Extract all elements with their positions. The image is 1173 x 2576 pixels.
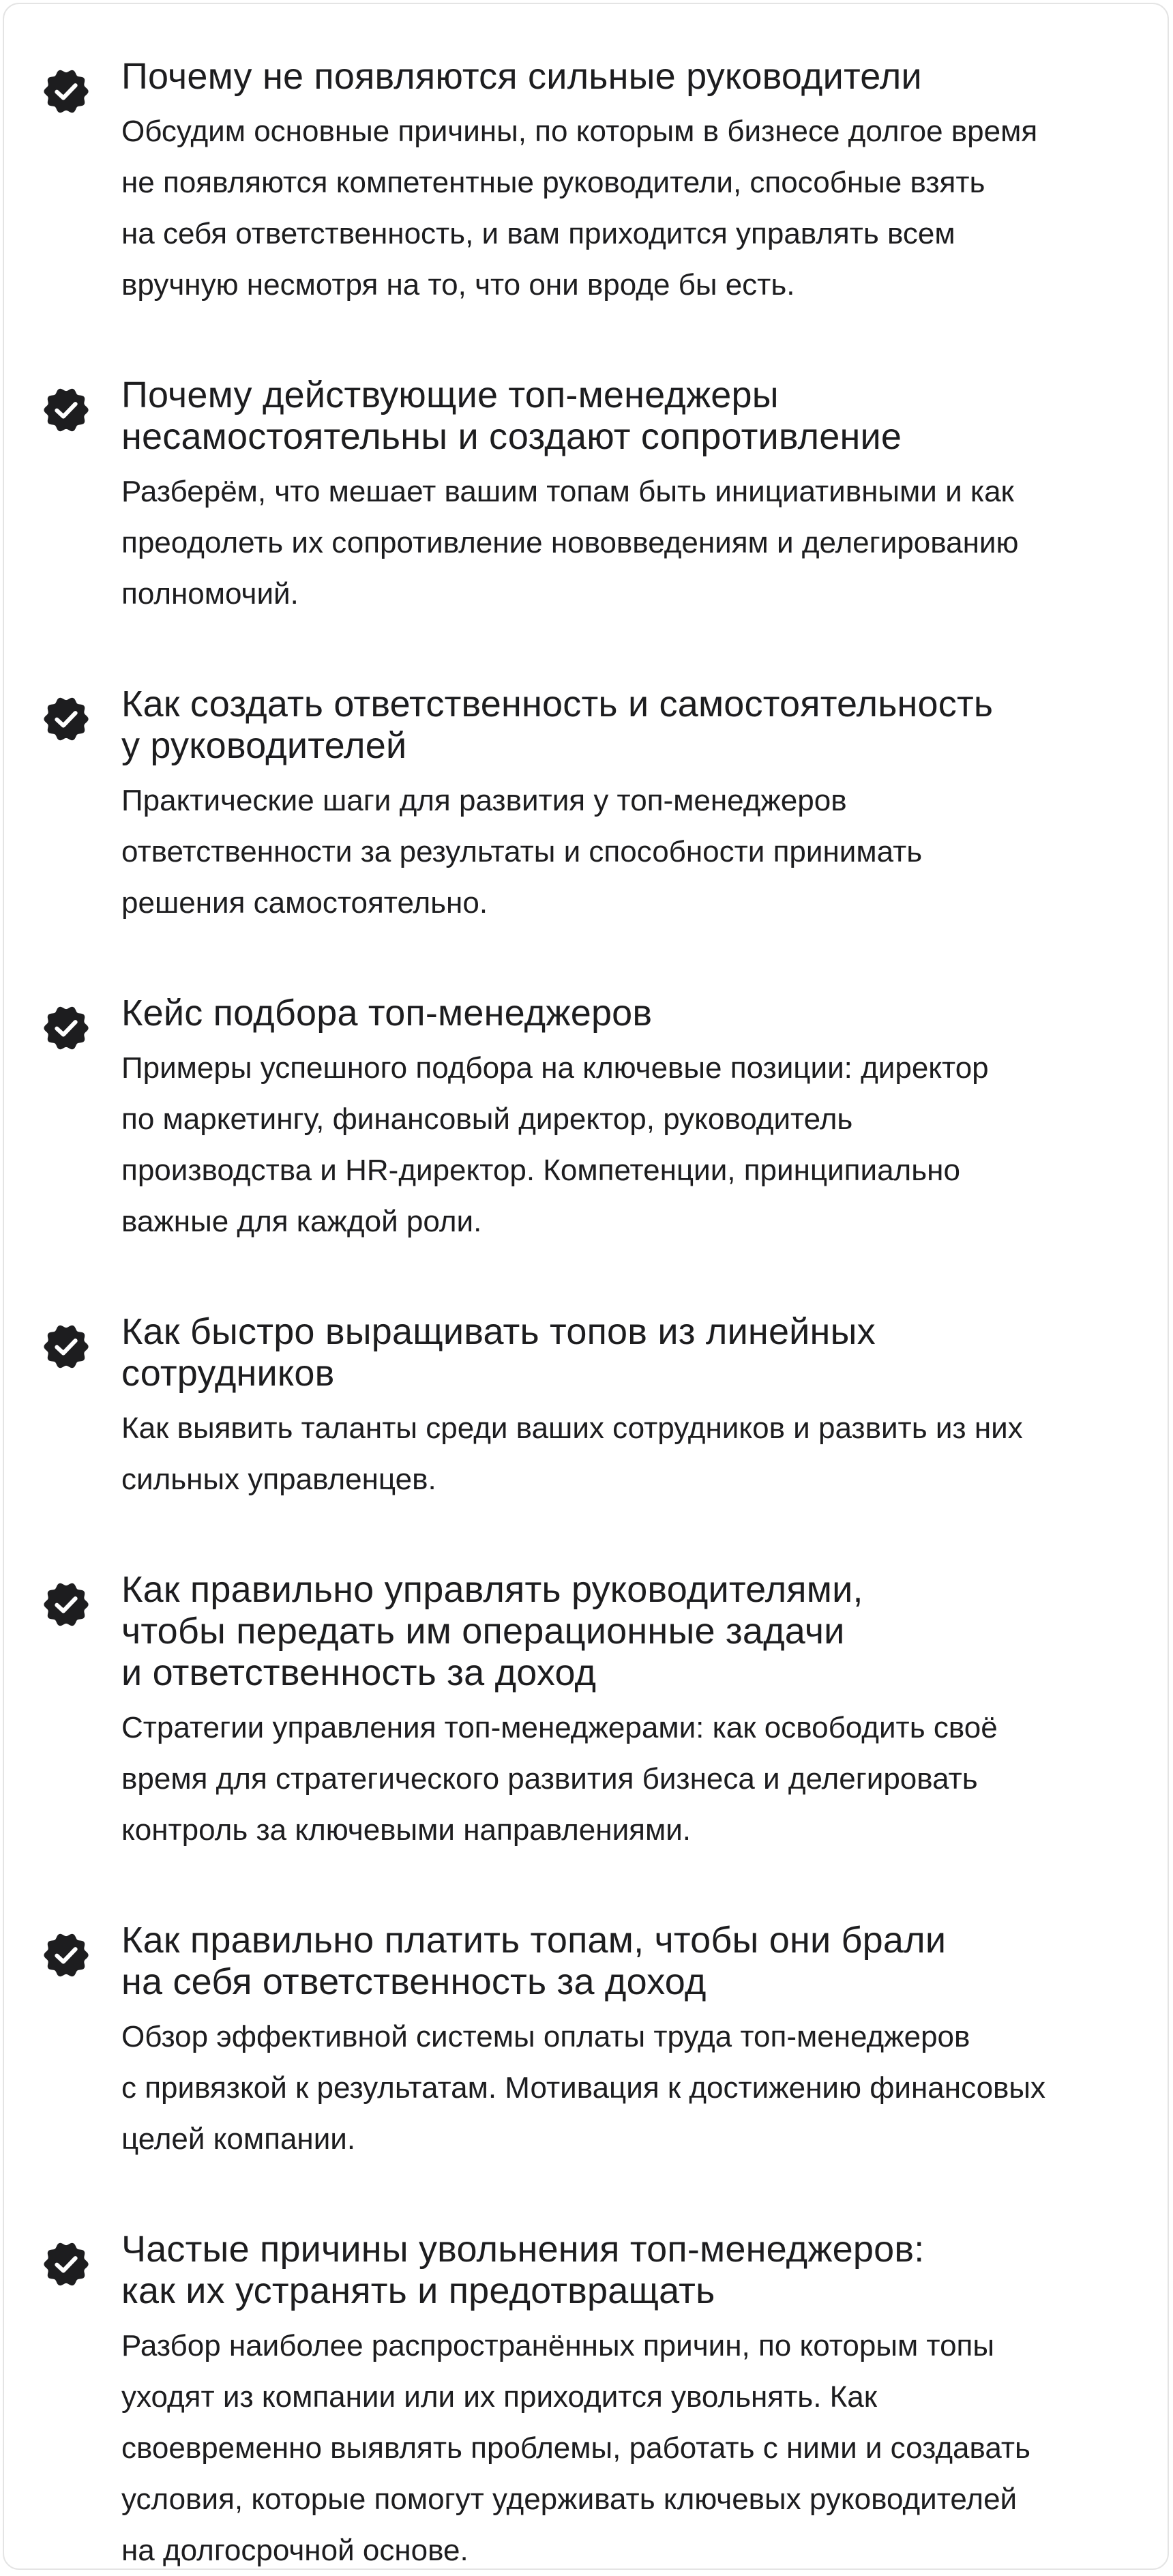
list-item <box>4 56 1168 310</box>
badge-check-icon <box>43 1932 89 1978</box>
item-title: Почему не появляются сильные руководители <box>121 56 922 97</box>
badge-check-icon <box>43 2241 89 2287</box>
item-description: Обзор эффективной системы оплаты труда топ-менеджеров с привязкой к результатам. Мотивация к достижению финансовых целей компании. <box>121 2020 1046 2156</box>
badge-check-icon <box>43 1581 89 1628</box>
list-item <box>4 993 1168 1247</box>
item-title: Кейс подбора топ-менеджеров <box>121 993 653 1034</box>
item-description: Разберём, что мешает вашим топам быть инициативными и как преодолеть их сопротивление нововведениям и делегированию полномочий. <box>121 475 1019 611</box>
list-item <box>4 684 1168 928</box>
list-item <box>4 1311 1168 1505</box>
item-title: Частые причины увольнения топ-менеджеров: как их устранять и предотвращать <box>121 2229 925 2311</box>
list-item <box>4 1920 1168 2165</box>
badge-check-icon <box>43 1323 89 1370</box>
item-description: Примеры успешного подбора на ключевые позиции: директор по маркетингу, финансовый директор, руководитель производства и HR-директор. Компетенции, принципиально важные для каждой роли. <box>121 1051 989 1238</box>
topics-list <box>4 56 1168 2576</box>
item-title: Как быстро выращивать топов из линейных сотрудников <box>121 1311 876 1394</box>
item-description: Как выявить таланты среди ваших сотрудников и развить из них сильных управленцев. <box>121 1411 1023 1496</box>
item-description: Обсудим основные причины, по которым в бизнесе долгое время не появляются компетентные руководители, способные взять на себя ответственность, и вам приходится управлять всем вручную несмотря на то, что они вроде бы есть. <box>121 115 1038 302</box>
badge-check-icon <box>43 696 89 742</box>
item-description: Стратегии управления топ-менеджерами: как освободить своё время для стратегического развития бизнеса и делегировать контроль за ключевыми направлениями. <box>121 1711 998 1847</box>
badge-check-icon <box>43 387 89 433</box>
list-item <box>4 375 1168 619</box>
item-title: Почему действующие топ-менеджеры несамостоятельны и создают сопротивление <box>121 375 902 457</box>
item-title: Как создать ответственность и самостоятельность у руководителей <box>121 684 994 766</box>
badge-check-icon <box>43 68 89 115</box>
item-title: Как правильно управлять руководителями, чтобы передать им операционные задачи и ответственность за доход <box>121 1569 863 1693</box>
item-description: Практические шаги для развития у топ-менеджеров ответственности за результаты и способности принимать решения самостоятельно. <box>121 784 923 920</box>
item-description: Разбор наиболее распространённых причин, по которым топы уходят из компании или их приходится увольнять. Как своевременно выявлять проблемы, работать с ними и создавать условия, которые помогут удерживать ключевых руководителей на долгосрочной основе. <box>121 2329 1030 2567</box>
topics-card <box>3 3 1169 2570</box>
list-item <box>4 2229 1168 2576</box>
list-item <box>4 1569 1168 1856</box>
badge-check-icon <box>43 1005 89 1051</box>
item-title: Как правильно платить топам, чтобы они брали на себя ответственность за доход <box>121 1920 947 2002</box>
